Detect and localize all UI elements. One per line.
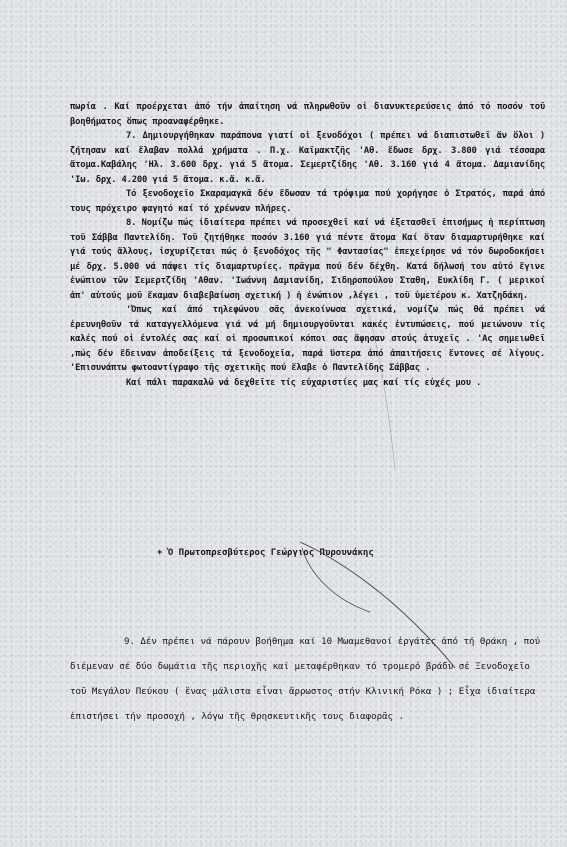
signature-line: + Ὁ Πρωτοπρεσβύτερος Γεώργιος Πυρουνάκης xyxy=(157,548,374,558)
paragraph-item-9: 9. Δέν πρέπει νά πάρουν βοήθημα καί 10 Μωαμεθανοί ἐργάτες ἀπό τή Θράκη , πού διέμεναν σέ δύο δωμάτια τῆς περιοχῆς καί μεταφέρθηκαν τό τρομερό βράδυ σέ Ξενοδοχεῖο τοῦ Μεγάλου Πεύκου ( ἕνας μάλιστα εἶναι ἄρρωστος στήν Κλινική Ρόκα ) ; Εἶχα ἰδιαίτερα ἐπιστήσει τήν προσοχή , λόγω τῆς θρησκευτικῆς τους διαφορᾶς . xyxy=(70,637,541,722)
paragraph-item-8: 8. Νομίζω πώς ἰδιαίτερα πρέπει νά προσεχθεῖ καί νά ἐξετασθεῖ ἐπισήμως ἡ περίπτωση τοῦ Σάββα Παντελίδη. Τοῦ ζητήθηκε ποσόν 3.160 γιά πέντε ἄτομα Καί ὅταν διαμαρτυρήθηκε καί γιά τούς ἄλλους, ἰσχυρίζεται πώς ὁ ξενοδόχος τῆς " Φαντασίας" ἐπεχείρησε νά τόν δωροδοκήσει μέ δρχ. 5.000 νά πάψει τίς διαμαρτυρίες. πρᾶγμα πού δέν δέχθη. Κατά δήλωσή του αὐτό ἔγινε ἐνώπιον τῶν Σεμερτζίδη 'Αθαν. 'Ιωάννη Δαμιανίδη, Σιδηροπούλου Σταθη, Ευκλίδη Γ. ( μερικοί ἀπ' αὐτούς μοῦ ἔκαμαν διαβεβαίωση σχετική ) ἡ ἐνώπιον ,λέγει , τοῦ ὑμετέρου κ. Χατζηδάκη. xyxy=(70,218,545,301)
typed-addendum xyxy=(70,630,550,730)
typed-body xyxy=(70,100,545,390)
paragraph-hotel-skaramagka: Τό ξενοδοχεῖο Σκαραμαγκᾶ δέν ἔδωσαν τά τρόφιμα πού χορήγησε ὁ Στρατός, παρά ἀπό τους πρόχειρο φαγητό καί τό χρέωναν πλήρες. xyxy=(70,189,545,214)
paragraph-phone-note: 'Όπως καί ἀπό τηλεφώνου σᾶς ἀνεκοίνωσα σχετικά, νομίζω πώς θά πρέπει νά ἐρευνηθοῦν τά καταγγελλόμενα γιά νά μή δημιουργοῦνται κακές ἐντυπώσεις, πού μειώνουν τίς καλές πού οἱ ἐντολές σας καί οἱ προσωπικοί κόποι σας ἄφησαν στούς ἀτυχεῖς . 'Ας σημειωθεῖ ,πώς δέν ἔδειναν ἀποδείξεις τά ξενοδοχεῖα, παρά ὕστερα ἀπό ἀπαιτήσεις ἔντονες σέ λίγους. 'Επισυνάπτω φωτοαντίγραφο τῆς σχετικῆς πού ἔλαβε ὁ Παντελίδης Σάββας . xyxy=(70,305,545,373)
paragraph-item-7: 7. Δημιουργήθηκαν παράπονα γιατί οἱ ξενοδόχοι ( πρέπει νά διαπιστωθεῖ ἄν ὅλοι ) ζήτησαν καί ἔλαβαν πολλά χρήματα . Π.χ. Καϊμακτζῆς 'Αθ. ἔδωσε δρχ. 3.800 γιά τέσσαρα ἄτομα.Καβάλης 'Ηλ. 3.600 δρχ. γιά 5 ἄτομα. Σεμερτζίδης 'Αθ. 3.160 γιά 4 ἄτομα. Δαμιανίδης 'Ιω. δρχ. 4.200 γιά 5 ἄτομα. κ.ἄ. κ.ἄ. xyxy=(70,131,545,185)
paragraph-continuation: πωρία . Καί προέρχεται ἀπό τήν ἀπαίτηση νά πληρωθοῦν οἱ διανυκτερεύσεις ἀπό τό ποσόν τοῦ βοηθήματος ὅπως προαναφέρθηκε. xyxy=(70,102,545,127)
paragraph-closing: Καί πάλι παρακαλῶ νά δεχθεῖτε τίς εὐχαριστίες μας καί τίς εὐχές μου . xyxy=(126,377,482,388)
